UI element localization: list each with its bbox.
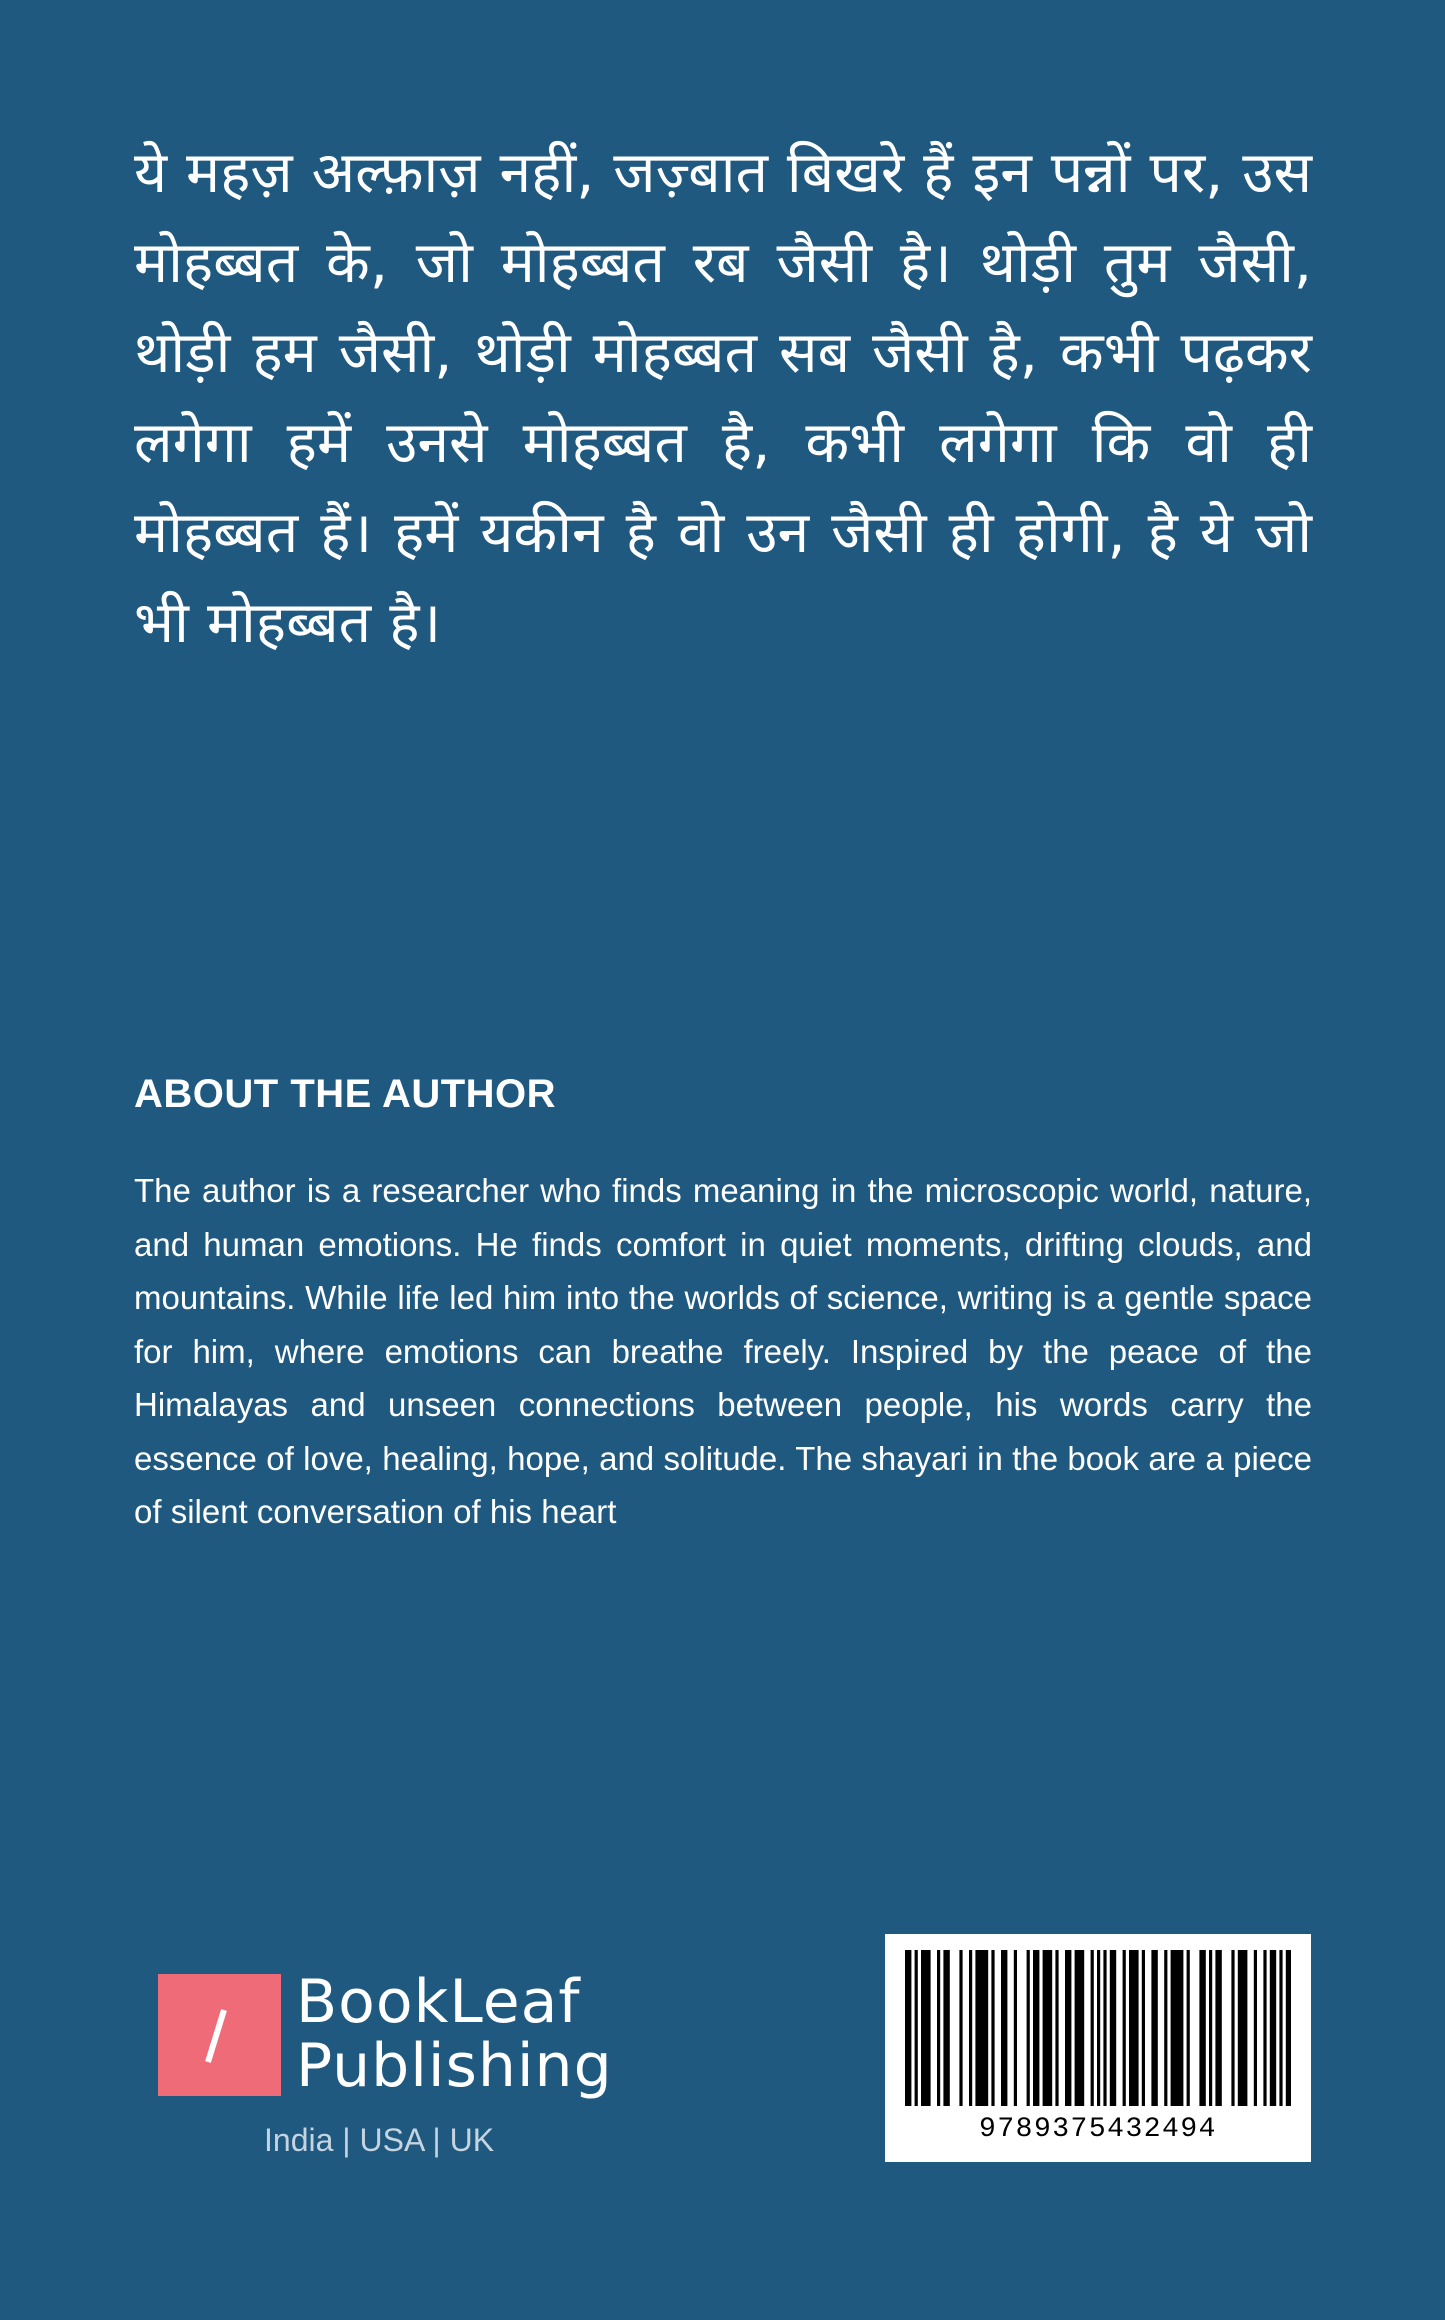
publisher-regions: India | USA | UK — [264, 2122, 495, 2158]
publisher-name-line1: BookLeaf — [296, 1967, 581, 2037]
publisher-logo — [158, 1967, 618, 2102]
slash-logo-icon — [158, 1974, 281, 2096]
barcode-bars-icon — [901, 1950, 1295, 2110]
about-author-heading: ABOUT THE AUTHOR — [134, 1072, 557, 1116]
publisher-name-line2: Publishing — [296, 2031, 613, 2101]
hindi-blurb: ये महज़ अल्फ़ाज़ नहीं, जज़्बात बिखरे हैं इन पन्नों पर, उस मोहब्बत के, जो मोहब्बत रब जैसी है। थोड़ी तुम जैसी, थोड़ी हम जैसी, थोड़ी मोहब्बत सब जैसी है, कभी पढ़कर लगेगा हमें उनसे मोहब्बत है, कभी लगेगा कि वो ही मोहब्बत हैं। हमें यकीन है वो उन जैसी ही होगी, है ये जो भी मोहब्बत है। — [134, 140, 1312, 656]
about-author-text: The author is a researcher who finds meaning in the microscopic world, nature, and human emotions. He finds comfort in quiet moments, drifting clouds, and mountains. While life led him into the worlds of science, writing is a gentle space for him, where emotions can breathe freely. Inspired by the peace of the Himalayas and unseen connections between people, his words carry the essence of love, healing, hope, and solitude. The shayari in the book are a piece of silent conversation of his heart — [134, 1172, 1312, 1530]
isbn-number: 9789375432494 — [979, 2114, 1217, 2145]
isbn-barcode — [885, 1934, 1311, 2162]
